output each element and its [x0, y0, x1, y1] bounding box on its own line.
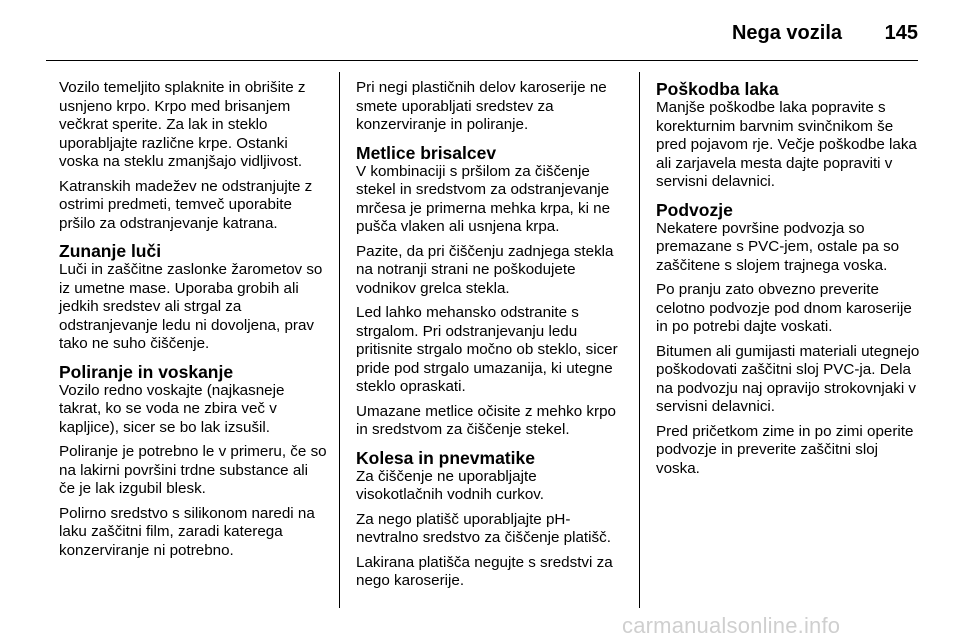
header-rule	[46, 60, 918, 61]
paragraph: Po pranju zato obvezno preverite celotno podvozje pod dnom karoserije in po potrebi dajte voskati.	[656, 281, 912, 335]
column-divider	[639, 72, 640, 608]
section-heading: Poškodba laka	[656, 79, 779, 99]
paragraph: Pazite, da pri čiščenju zadnjega stekla na notranji strani ne poškodujete vodnikov grelca stekla.	[356, 242, 614, 297]
paragraph: Katranskih madežev ne odstranjujte z ostrimi predmeti, temveč uporabite pršilo za odstranjevanje katrana.	[59, 177, 313, 232]
paragraph: Lakirana platišča negujte s sredstvi za nego karoserije.	[356, 553, 613, 589]
page-number: 145	[884, 22, 918, 44]
paragraph: Poliranje je potrebno le v primeru, če so na lakirni površini trdne substance ali če je lak izgubil blesk.	[59, 443, 327, 497]
page-header-title: Nega vozila	[731, 22, 842, 44]
section-heading: Metlice brisalcev	[356, 142, 497, 163]
text-column-1	[59, 79, 327, 566]
paragraph: Vozilo temeljito splaknite in obrišite z usnjeno krpo. Krpo med brisanjem večkrat sperite. Za lak in steklo uporabljajte različne krpe. Ostanki voska na steklu zmanjšajo vidljivost.	[59, 79, 306, 170]
section-heading: Poliranje in voskanje	[59, 361, 234, 382]
paragraph: Nekatere površine podvozja so premazane s PVC-jem, ostale pa so zaščitene s slojem trajnega voska.	[656, 219, 900, 274]
paragraph: Pred pričetkom zime in po zimi operite podvozje in preverite zaščitni sloj voska.	[656, 422, 914, 477]
section-heading: Podvozje	[656, 199, 733, 220]
paragraph: Bitumen ali gumijasti materiali utegnejo poškodovati zaščitni sloj PVC-ja. Dela na podvozju naj opravijo strokovnjaki v servisni delavnici.	[656, 342, 920, 415]
watermark: carmanualsonline.info	[622, 613, 841, 638]
paragraph: Manjše poškodbe laka popravite s korekturnim barvnim svinčnikom še pred pojavom rje. Večje poškodbe laka ali zarjavela mesta dajte popraviti v servisni delavnici.	[656, 99, 917, 190]
paragraph: Polirno sredstvo s silikonom naredi na laku zaščitni film, zaradi katerega konzerviranje ni potrebno.	[59, 504, 315, 559]
section-heading: Kolesa in pnevmatike	[356, 447, 535, 468]
paragraph: Za čiščenje ne uporabljajte visokotlačnih vodnih curkov.	[356, 467, 544, 503]
paragraph: Vozilo redno voskajte (najkasneje takrat, ko se voda ne zbira več v kapljice), sicer se bo lak izsušil.	[59, 381, 285, 436]
paragraph: Za nego platišč uporabljajte pH-nevtralno sredstvo za čiščenje platišč.	[356, 510, 611, 546]
paragraph: Led lahko mehansko odstranite s strgalom. Pri odstranjevanju ledu pritisnite strgalo močno ob steklo, sicer pride pod strgalo umazanija, ki utegne steklo opraskati.	[356, 304, 618, 395]
paragraph: Pri negi plastičnih delov karoserije ne smete uporabljati sredstev za konzerviranje in poliranje.	[356, 79, 607, 133]
column-divider	[339, 72, 340, 608]
section-heading: Zunanje luči	[59, 241, 162, 261]
paragraph: V kombinaciji s pršilom za čiščenje stekel in sredstvom za odstranjevanje mrčesa je primerna mehka krpa, ki ne pušča vlaken ali usnjena krpa.	[356, 162, 611, 235]
paragraph: Umazane metlice očisite z mehko krpo in sredstvom za čiščenje stekel.	[356, 402, 616, 438]
paragraph: Luči in zaščitne zaslonke žarometov so iz umetne mase. Uporaba grobih ali jedkih sredstev ali strgal za odstranjevanje ledu ni dovoljena, prav tako ne suho čiščenje.	[59, 261, 323, 352]
text-column-2	[356, 79, 624, 597]
text-column-3	[656, 79, 922, 484]
